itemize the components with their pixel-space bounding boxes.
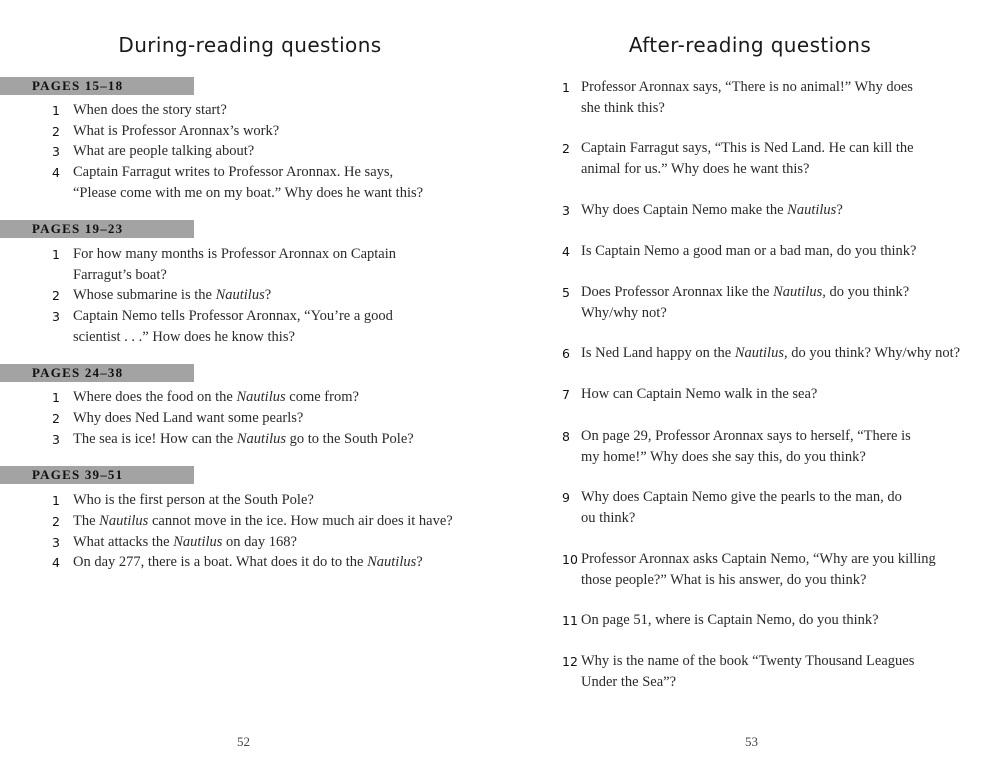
question-number: 1 xyxy=(562,80,570,95)
during-question-2 xyxy=(52,121,492,142)
question-text: The Nautilus cannot move in the ice. How much air does it have? xyxy=(73,513,453,529)
question-text: For how many months is Professor Aronnax on Captain Farragut’s boat? xyxy=(73,246,397,283)
question-text: Why is the name of the book “Twenty Thousand Leagues Under the Sea”? xyxy=(581,653,915,690)
question-text: On page 29, Professor Aronnax says to herself, “There is my home!” Why does she say this, do you think? xyxy=(581,428,911,465)
after-question-6 xyxy=(562,343,982,364)
question-text: Captain Nemo tells Professor Aronnax, “You’re a good scientist . . .” How does he know this? xyxy=(73,308,393,345)
italic-title: Nautilus xyxy=(215,287,265,303)
during-question-1 xyxy=(52,387,492,408)
question-number: 3 xyxy=(52,535,60,550)
question-number: 4 xyxy=(562,244,570,259)
question-number: 5 xyxy=(562,285,570,300)
during-question-3 xyxy=(52,141,492,162)
after-question-7 xyxy=(562,384,982,405)
question-text: Why does Ned Land want some pearls? xyxy=(73,410,304,426)
after-question-9 xyxy=(562,487,982,528)
italic-title: Nautilus xyxy=(236,389,286,405)
question-text: The sea is ice! How can the Nautilus go to the South Pole? xyxy=(73,431,414,447)
question-number: 1 xyxy=(52,390,60,405)
during-question-3 xyxy=(52,429,492,450)
italic-title: Nautilus xyxy=(773,284,823,300)
italic-title: Nautilus xyxy=(734,345,784,361)
section-header-band: PAGES 15–18 xyxy=(0,77,194,95)
question-number: 2 xyxy=(52,288,60,303)
question-text: What attacks the Nautilus on day 168? xyxy=(73,534,297,550)
question-text: What is Professor Aronnax’s work? xyxy=(73,123,280,139)
question-number: 12 xyxy=(562,654,578,669)
question-text: Whose submarine is the Nautilus? xyxy=(73,287,272,303)
italic-title: Nautilus xyxy=(173,534,223,550)
after-question-12 xyxy=(562,651,982,692)
after-question-11 xyxy=(562,610,982,631)
during-question-1 xyxy=(52,244,492,285)
question-text: Does Professor Aronnax like the Nautilus, do you think? Why/why not? xyxy=(581,284,910,321)
question-number: 2 xyxy=(52,514,60,529)
right-page xyxy=(500,0,1000,768)
page-number-left: 52 xyxy=(237,734,250,749)
question-number: 8 xyxy=(562,429,570,444)
question-number: 2 xyxy=(52,124,60,139)
question-number: 3 xyxy=(52,144,60,159)
after-question-5 xyxy=(562,282,982,323)
question-text: What are people talking about? xyxy=(73,143,255,159)
question-text: Is Ned Land happy on the Nautilus, do you think? Why/why not? xyxy=(581,345,961,361)
question-number: 3 xyxy=(52,309,60,324)
question-number: 1 xyxy=(52,493,60,508)
question-text: How can Captain Nemo walk in the sea? xyxy=(581,386,818,402)
question-text: Where does the food on the Nautilus come from? xyxy=(73,389,359,405)
question-text: On day 277, there is a boat. What does it do to the Nautilus? xyxy=(73,554,423,570)
after-question-3 xyxy=(562,200,982,221)
italic-title: Nautilus xyxy=(787,202,837,218)
question-text: Who is the first person at the South Pole? xyxy=(73,492,314,508)
page-number-right: 53 xyxy=(745,734,758,749)
question-number: 2 xyxy=(562,141,570,156)
question-number: 1 xyxy=(52,103,60,118)
during-question-2 xyxy=(52,408,492,429)
during-question-2 xyxy=(52,285,492,306)
after-question-8 xyxy=(562,426,982,467)
question-number: 6 xyxy=(562,346,570,361)
during-question-2 xyxy=(52,511,492,532)
italic-title: Nautilus xyxy=(99,513,149,529)
after-question-10 xyxy=(562,549,982,590)
during-question-3 xyxy=(52,306,492,347)
after-question-2 xyxy=(562,138,982,179)
question-text: Captain Farragut writes to Professor Aronnax. He says, “Please come with me on my boat.” Why does he want this? xyxy=(73,164,424,201)
question-text: On page 51, where is Captain Nemo, do you think? xyxy=(581,612,879,628)
question-text: Professor Aronnax asks Captain Nemo, “Why are you killing those people?” What is his answer, do you think? xyxy=(581,551,936,588)
italic-title: Nautilus xyxy=(236,431,287,447)
after-question-4 xyxy=(562,241,982,262)
question-text: Is Captain Nemo a good man or a bad man, do you think? xyxy=(581,243,917,259)
question-number: 2 xyxy=(52,411,60,426)
question-number: 4 xyxy=(52,555,60,570)
section-header-band: PAGES 19–23 xyxy=(0,220,194,238)
section-header-band: PAGES 39–51 xyxy=(0,466,194,484)
after-reading-title: After-reading questions xyxy=(628,33,872,57)
question-number: 10 xyxy=(562,552,578,567)
during-question-1 xyxy=(52,490,492,511)
during-question-3 xyxy=(52,532,492,553)
after-question-1 xyxy=(562,77,982,118)
question-number: 1 xyxy=(52,247,60,262)
question-number: 11 xyxy=(562,613,578,628)
during-reading-title: During-reading questions xyxy=(118,33,382,57)
during-question-1 xyxy=(52,100,492,121)
question-text: Why does Captain Nemo make the Nautilus? xyxy=(581,202,843,218)
question-number: 4 xyxy=(52,165,60,180)
question-text: Professor Aronnax says, “There is no animal!” Why does she think this? xyxy=(581,79,913,116)
question-number: 3 xyxy=(52,432,60,447)
question-number: 3 xyxy=(562,203,570,218)
question-text: Captain Farragut says, “This is Ned Land. He can kill the animal for us.” Why does he want this? xyxy=(581,140,914,177)
italic-title: Nautilus xyxy=(367,554,417,570)
during-question-4 xyxy=(52,552,492,573)
question-text: Why does Captain Nemo give the pearls to the man, do ou think? xyxy=(581,489,902,526)
during-question-4 xyxy=(52,162,492,203)
question-number: 7 xyxy=(562,387,570,402)
question-number: 9 xyxy=(562,490,570,505)
section-header-band: PAGES 24–38 xyxy=(0,364,194,382)
question-text: When does the story start? xyxy=(73,102,227,118)
